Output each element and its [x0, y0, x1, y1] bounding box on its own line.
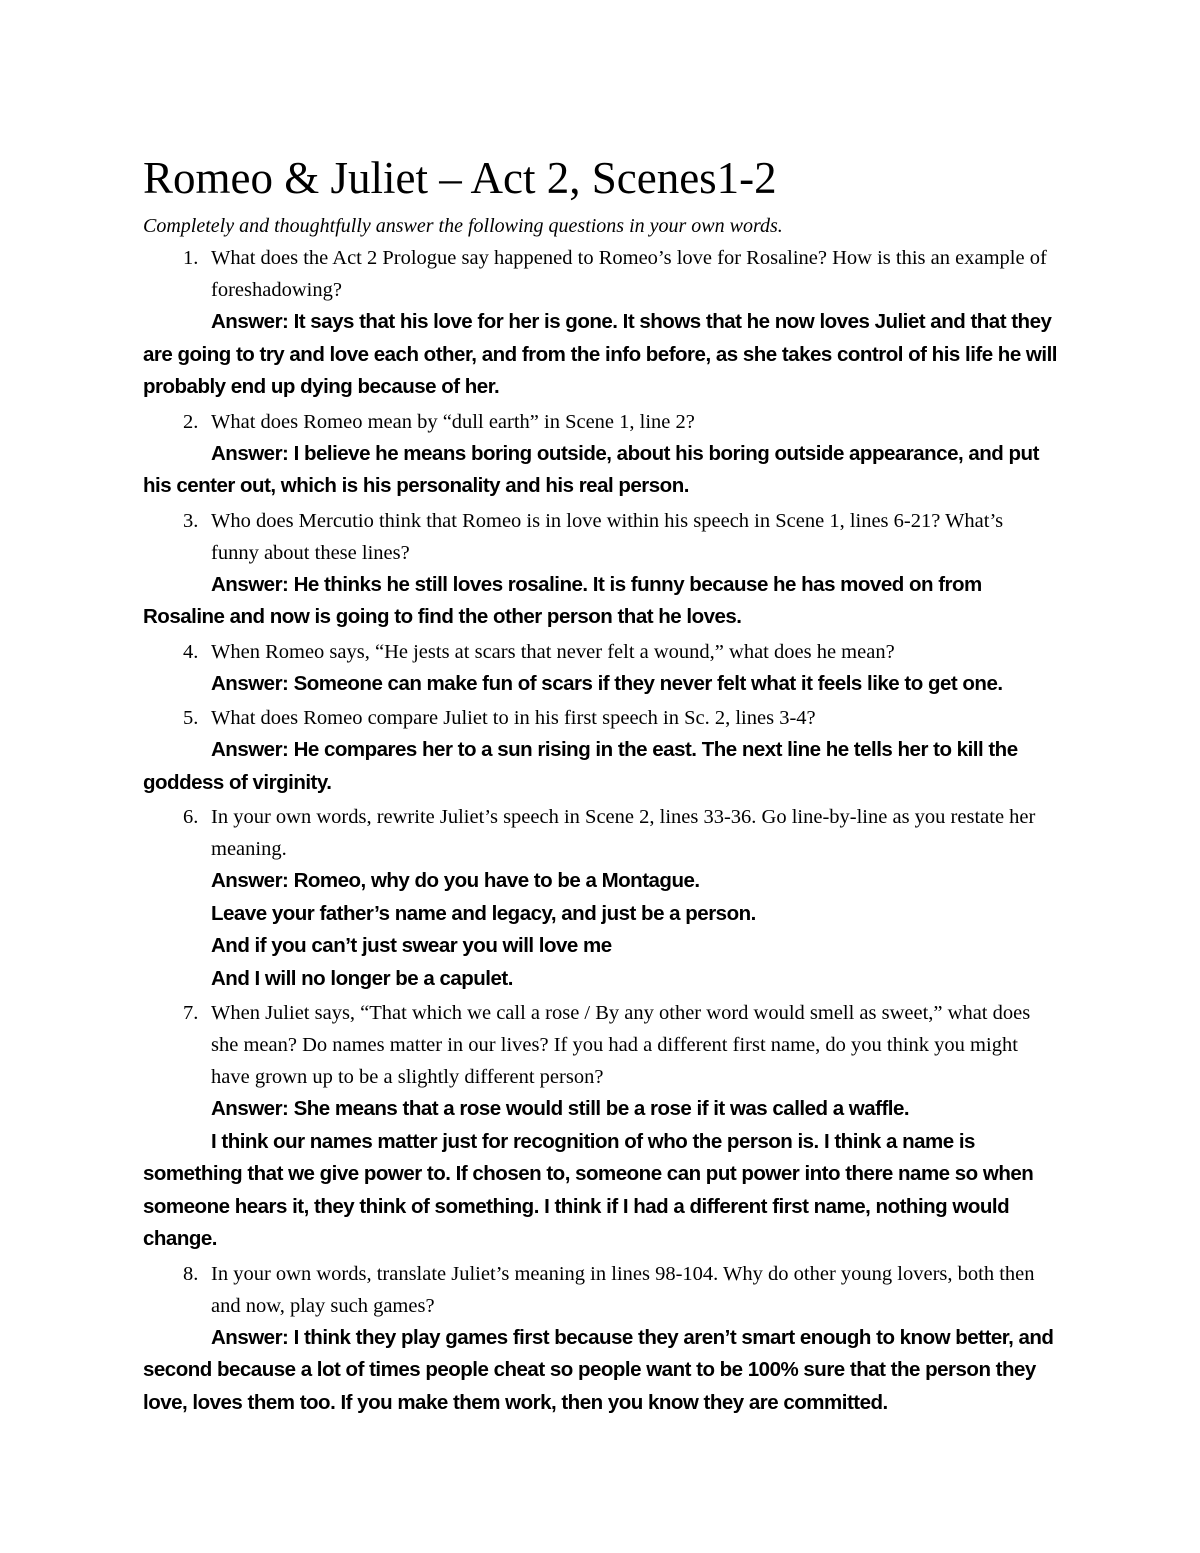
question-number: 4. — [183, 640, 199, 663]
answer-3 — [143, 569, 1063, 634]
question-6 — [143, 801, 1063, 865]
answer-line: Answer: Romeo, why do you have to be a Montague. — [211, 869, 700, 892]
question-number: 6. — [183, 806, 199, 828]
question-text: What does Romeo mean by “dull earth” in Scene 1, line 2? — [211, 410, 695, 433]
instructions: Completely and thoughtfully answer the following questions in your own words. — [143, 215, 783, 237]
question-text: In your own words, rewrite Juliet’s speech in Scene 2, lines 33-36. Go line-by-line as you restate her meaning. — [211, 806, 1036, 860]
answer-6 — [143, 865, 1063, 995]
question-3 — [143, 505, 1063, 569]
page-title: Romeo & Juliet – Act 2, Scenes1-2 — [143, 153, 777, 203]
answer-1 — [143, 306, 1063, 404]
question-text: When Juliet says, “That which we call a rose / By any other word would smell as sweet,” what does she mean? Do names matter in our lives? If you had a different first name, do you think you might have grown up to be a slightly different person? — [211, 1002, 1031, 1088]
question-5 — [143, 702, 1063, 734]
question-text: What does Romeo compare Juliet to in his first speech in Sc. 2, lines 3-4? — [211, 707, 816, 729]
answer-4 — [143, 668, 1063, 701]
question-number: 8. — [183, 1262, 199, 1285]
question-text: What does the Act 2 Prologue say happened to Romeo’s love for Rosaline? How is this an example of foreshadowing? — [211, 247, 1047, 301]
question-2 — [143, 406, 1063, 438]
question-text: In your own words, translate Juliet’s meaning in lines 98-104. Why do other young lovers, both then and now, play such games? — [211, 1262, 1035, 1317]
question-7 — [143, 997, 1063, 1093]
answer-5 — [143, 734, 1063, 799]
document-page — [143, 150, 1063, 1419]
answer-text: Answer: He compares her to a sun rising in the east. The next line he tells her to kill the goddess of virginity. — [143, 738, 1018, 794]
answer-8 — [143, 1322, 1063, 1420]
answer-7 — [143, 1093, 1063, 1256]
answer-line: I think our names matter just for recognition of who the person is. I think a name is something that we give power to. If chosen to, someone can put power into there name so when someone hears it, they think of something. I think if I had a different first name, nothing would change. — [143, 1129, 1034, 1250]
question-text: When Romeo says, “He jests at scars that never felt a wound,” what does he mean? — [211, 640, 895, 663]
answer-line: And if you can’t just swear you will love me — [211, 934, 612, 957]
answer-text: Answer: He thinks he still loves rosaline. It is funny because he has moved on from Rosaline and now is going to find the other person that he loves. — [143, 572, 982, 628]
question-1 — [143, 242, 1063, 306]
question-text: Who does Mercutio think that Romeo is in love within his speech in Scene 1, lines 6-21? What’s funny about these lines? — [211, 509, 1004, 564]
question-number: 2. — [183, 410, 199, 433]
answer-text: Answer: I believe he means boring outside, about his boring outside appearance, and put his center out, which is his personality and his real person. — [143, 441, 1039, 497]
answer-2 — [143, 438, 1063, 503]
question-number: 5. — [183, 707, 199, 729]
question-number: 1. — [183, 247, 199, 269]
answer-text: Answer: It says that his love for her is gone. It shows that he now loves Juliet and that they are going to try and love each other, and from the info before, as she takes control of his life he will probably end up dying because of her. — [143, 310, 1057, 398]
question-8 — [143, 1258, 1063, 1322]
question-4 — [143, 636, 1063, 668]
answer-line: Leave your father’s name and legacy, and just be a person. — [211, 901, 756, 925]
answer-line: And I will no longer be a capulet. — [211, 966, 513, 990]
question-number: 3. — [183, 509, 199, 532]
question-number: 7. — [183, 1002, 199, 1024]
answer-text: Answer: Someone can make fun of scars if they never felt what it feels like to get one. — [211, 671, 1003, 695]
answer-line: Answer: She means that a rose would still be a rose if it was called a waffle. — [211, 1097, 910, 1120]
answer-text: Answer: I think they play games first because they aren’t smart enough to know better, and second because a lot of times people cheat so people want to be 100% sure that the person they love, loves them too. If you make them work, then you know they are committed. — [143, 1325, 1054, 1414]
